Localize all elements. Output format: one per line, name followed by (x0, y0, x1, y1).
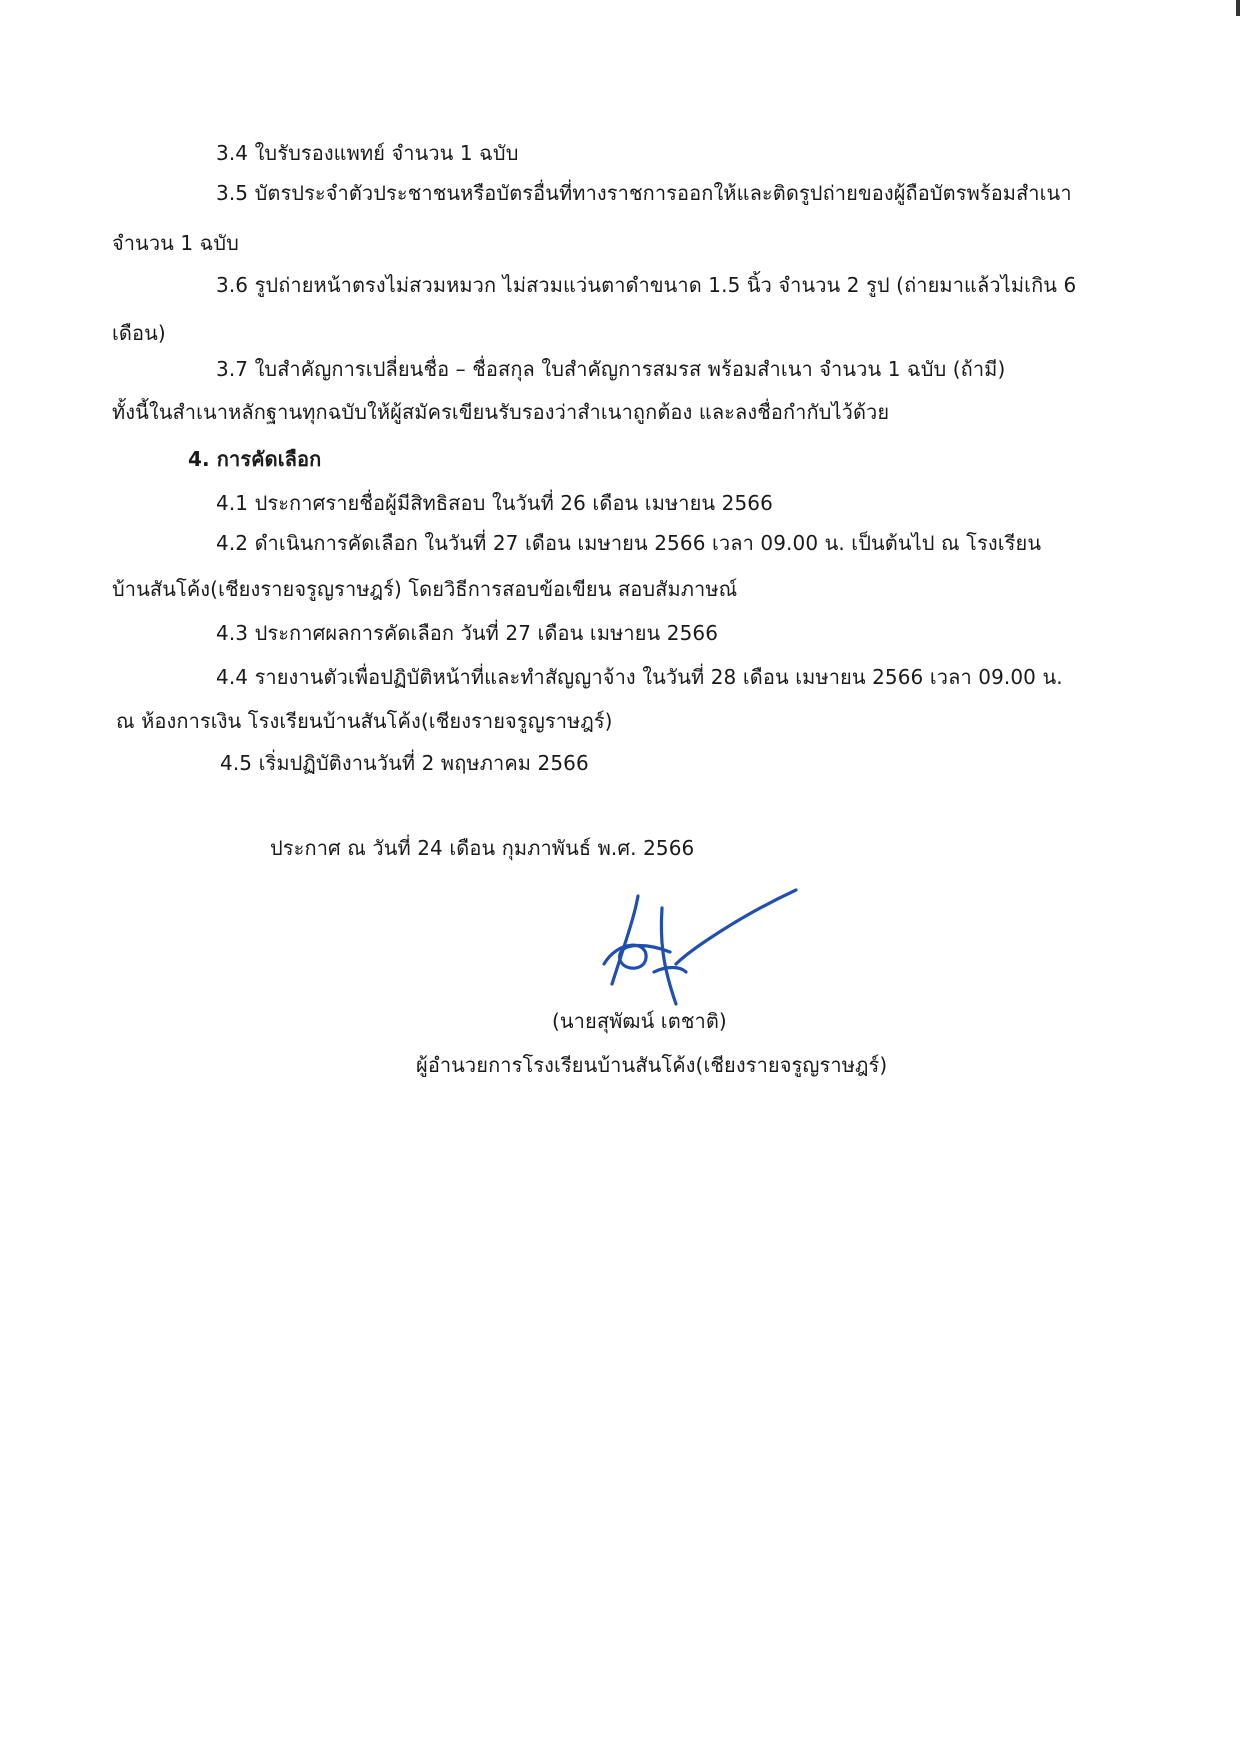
item-4-2-cont: บ้านสันโค้ง(เชียงรายจรูญราษฎร์) โดยวิธีการสอบข้อเขียน สอบสัมภาษณ์ (112, 577, 738, 601)
item-3-6-cont: เดือน) (112, 321, 166, 345)
announcement-date: ประกาศ ณ วันที่ 24 เดือน กุมภาพันธ์ พ.ศ. 2566 (270, 836, 695, 860)
copy-certification-note: ทั้งนี้ในสำเนาหลักฐานทุกฉบับให้ผู้สมัครเขียนรับรองว่าสำเนาถูกต้อง และลงชื่อกำกับไว้ด้วย (112, 400, 890, 424)
signatory-name: (นายสุพัฒน์ เตชาติ) (552, 1009, 727, 1033)
item-3-5: 3.5 บัตรประจำตัวประชาชนหรือบัตรอื่นที่ทางราชการออกให้และติดรูปถ่ายของผู้ถือบัตรพร้อมสำเนา (216, 181, 1072, 205)
signatory-title: ผู้อำนวยการโรงเรียนบ้านสันโค้ง(เชียงรายจรูญราษฎร์) (416, 1053, 888, 1077)
scan-edge-mark (1236, 0, 1240, 16)
handwritten-signature (590, 888, 810, 1018)
item-4-5: 4.5 เริ่มปฏิบัติงานวันที่ 2 พฤษภาคม 2566 (220, 751, 589, 775)
item-3-7: 3.7 ใบสำคัญการเปลี่ยนชื่อ – ชื่อสกุล ใบสำคัญการสมรส พร้อมสำเนา จำนวน 1 ฉบับ (ถ้ามี) (216, 357, 1006, 381)
item-4-2: 4.2 ดำเนินการคัดเลือก ในวันที่ 27 เดือน เมษายน 2566 เวลา 09.00 น. เป็นต้นไป ณ โรงเรียน (216, 531, 1042, 555)
item-3-4: 3.4 ใบรับรองแพทย์ จำนวน 1 ฉบับ (216, 141, 519, 165)
section-4-heading: 4. การคัดเลือก (188, 447, 322, 471)
item-4-3: 4.3 ประกาศผลการคัดเลือก วันที่ 27 เดือน เมษายน 2566 (216, 621, 719, 645)
item-3-6: 3.6 รูปถ่ายหน้าตรงไม่สวมหมวก ไม่สวมแว่นตาดำขนาด 1.5 นิ้ว จำนวน 2 รูป (ถ่ายมาแล้วไม่เกิน 6 (216, 273, 1077, 297)
item-4-4: 4.4 รายงานตัวเพื่อปฏิบัติหน้าที่และทำสัญญาจ้าง ในวันที่ 28 เดือน เมษายน 2566 เวลา 09.00 น. (216, 665, 1063, 689)
item-4-1: 4.1 ประกาศรายชื่อผู้มีสิทธิสอบ ในวันที่ 26 เดือน เมษายน 2566 (216, 491, 773, 515)
item-4-4-cont: ณ ห้องการเงิน โรงเรียนบ้านสันโค้ง(เชียงรายจรูญราษฎร์) (116, 709, 613, 733)
item-3-5-cont: จำนวน 1 ฉบับ (112, 231, 239, 255)
